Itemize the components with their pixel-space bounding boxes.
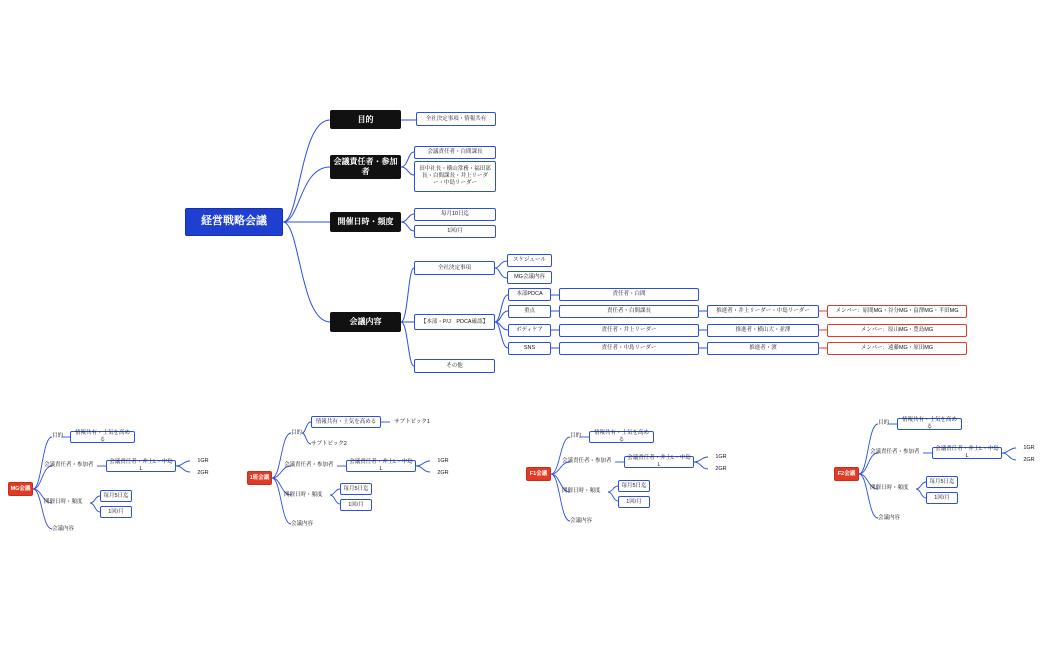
pdca-honbu-owner[interactable]: 責任者・白間	[559, 288, 699, 301]
han1-purpose-detail[interactable]: 情報共有・士気を高める	[311, 416, 381, 428]
mg-branch-agenda[interactable]: 会議内容	[52, 526, 75, 533]
han1-branch-agenda[interactable]: 会議内容	[291, 521, 314, 528]
agenda-mg-content-item[interactable]: MG会議内容	[507, 271, 552, 284]
f2-purpose-detail[interactable]: 情報共有・士気を高める	[897, 418, 962, 430]
pdca-juten-owner[interactable]: 責任者・白間課長	[559, 305, 699, 318]
pdca-sns-owner[interactable]: 責任者・中島リーダー	[559, 342, 699, 355]
f1-group-1gr[interactable]: 1GR	[715, 453, 727, 460]
participants-detail[interactable]: 田中社長・横山常務・福田部長・白間課長・井上リーダー・中島リーダー	[414, 161, 496, 192]
schedule-frequency[interactable]: 1回/月	[414, 225, 496, 238]
root-node-main[interactable]: 経営戦略会議	[185, 208, 283, 236]
root-node-mg[interactable]: MG会議	[8, 482, 33, 496]
han1-branch-owner[interactable]: 会議責任者・参加者	[284, 462, 334, 469]
schedule-date[interactable]: 毎月10日迄	[414, 208, 496, 221]
f2-branch-agenda[interactable]: 会議内容	[878, 515, 901, 522]
pdca-bodycare[interactable]: ボディケア	[508, 324, 551, 337]
pdca-sns[interactable]: SNS	[508, 342, 551, 355]
han1-subtopic-2[interactable]: サブトピック2	[311, 440, 347, 447]
han1-schedule-frequency[interactable]: 1回/月	[340, 499, 372, 511]
f1-branch-purpose[interactable]: 目的	[570, 433, 582, 440]
f1-schedule-date[interactable]: 毎月5日迄	[618, 480, 650, 492]
root-node-f2[interactable]: F2会議	[834, 467, 859, 481]
f1-branch-schedule[interactable]: 開催日時・頻度	[562, 488, 601, 495]
pdca-bodycare-owner[interactable]: 責任者・井上リーダー	[559, 324, 699, 337]
han1-branch-purpose[interactable]: 目的	[291, 430, 303, 437]
mg-schedule-date[interactable]: 毎月5日迄	[100, 490, 132, 502]
han1-owner-detail[interactable]: 会議責任者・井上L・中島L	[346, 460, 416, 472]
mg-branch-owner[interactable]: 会議責任者・参加者	[44, 462, 94, 469]
agenda-schedule-item[interactable]: スケジュール	[507, 254, 552, 267]
f1-purpose-detail[interactable]: 情報共有・士気を高める	[589, 431, 654, 443]
owner-detail[interactable]: 会議責任者・白間課長	[414, 146, 496, 159]
f2-group-1gr[interactable]: 1GR	[1023, 444, 1035, 451]
f2-schedule-date[interactable]: 毎月5日迄	[926, 476, 958, 488]
topic-agenda[interactable]: 会議内容	[330, 312, 401, 332]
f1-owner-detail[interactable]: 会議責任者・井上L・中島L	[624, 456, 694, 468]
f1-branch-agenda[interactable]: 会議内容	[570, 518, 593, 525]
f2-schedule-frequency[interactable]: 1回/月	[926, 492, 958, 504]
f1-schedule-frequency[interactable]: 1回/月	[618, 496, 650, 508]
agenda-company-decisions[interactable]: 全社決定事項	[414, 261, 495, 275]
agenda-other[interactable]: その他	[414, 359, 495, 373]
f2-group-2gr[interactable]: 2GR	[1023, 456, 1035, 463]
pdca-bodycare-members[interactable]: メンバー：原山MG・豊島MG	[827, 324, 967, 337]
mg-branch-purpose[interactable]: 目的	[52, 433, 64, 440]
purpose-detail[interactable]: 全社決定事項・情報共有	[416, 112, 496, 126]
mg-branch-schedule[interactable]: 開催日時・頻度	[44, 499, 83, 506]
f2-branch-owner[interactable]: 会議責任者・参加者	[870, 449, 920, 456]
root-node-han1[interactable]: 1班会議	[247, 471, 272, 485]
pdca-honbu[interactable]: 本部PDCA	[508, 288, 551, 301]
root-node-f1[interactable]: F1会議	[526, 467, 551, 481]
han1-group-2gr[interactable]: 2GR	[437, 469, 449, 476]
pdca-juten-promoter[interactable]: 推進者・井上リーダー・中島リーダー	[707, 305, 819, 318]
han1-schedule-date[interactable]: 毎月5日迄	[340, 483, 372, 495]
mg-purpose-detail[interactable]: 情報共有・士気を高める	[70, 431, 135, 443]
agenda-pdca-group[interactable]: 【本部・P/J PDCA確認】	[414, 314, 495, 330]
topic-owner-participants[interactable]: 会議責任者・参加者	[330, 155, 401, 179]
f2-branch-purpose[interactable]: 目的	[878, 420, 890, 427]
han1-group-1gr[interactable]: 1GR	[437, 457, 449, 464]
f2-owner-detail[interactable]: 会議責任者・井上L・中島L	[932, 447, 1002, 459]
han1-subtopic-1[interactable]: サブトピック1	[394, 418, 430, 425]
pdca-sns-promoter[interactable]: 推進者・渡	[707, 342, 819, 355]
mg-schedule-frequency[interactable]: 1回/月	[100, 506, 132, 518]
topic-purpose[interactable]: 目的	[330, 110, 401, 129]
mg-group-1gr[interactable]: 1GR	[197, 457, 209, 464]
han1-branch-schedule[interactable]: 開催日時・頻度	[284, 492, 323, 499]
topic-schedule[interactable]: 開催日時・頻度	[330, 212, 401, 232]
f2-branch-schedule[interactable]: 開催日時・頻度	[870, 485, 909, 492]
pdca-bodycare-promoter[interactable]: 推進者・横山大・並澤	[707, 324, 819, 337]
mg-group-2gr[interactable]: 2GR	[197, 469, 209, 476]
f1-branch-owner[interactable]: 会議責任者・参加者	[562, 458, 612, 465]
pdca-juten-members[interactable]: メンバー：原間MG・谷分MG・畠澤MG・半田MG	[827, 305, 967, 318]
f1-group-2gr[interactable]: 2GR	[715, 465, 727, 472]
mg-owner-detail[interactable]: 会議責任者・井上L・中島L	[106, 460, 176, 472]
pdca-juten[interactable]: 重点	[508, 305, 551, 318]
pdca-sns-members[interactable]: メンバー：遠藤MG・原田MG	[827, 342, 967, 355]
